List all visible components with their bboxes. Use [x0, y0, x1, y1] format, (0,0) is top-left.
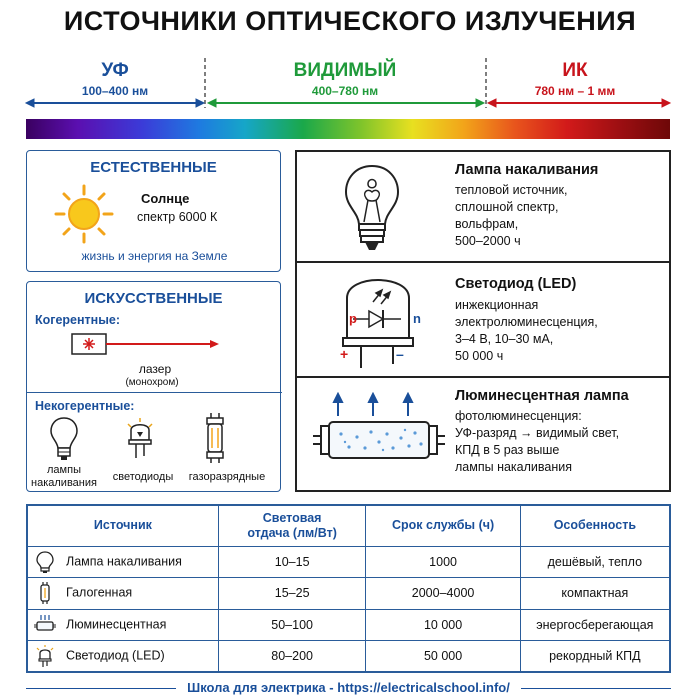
bulb-icon: [49, 416, 79, 462]
row-source: [27, 546, 218, 578]
row-source: [27, 609, 218, 641]
natural-caption: жизнь и энергия на Земле: [81, 249, 228, 263]
incandescent-bulb-icon: [342, 162, 402, 254]
device-divider-1: [297, 261, 669, 263]
table-row: [27, 641, 670, 673]
row-efficacy: 15–25: [218, 578, 366, 610]
range-uv-value: 100–400 нм: [81, 84, 149, 98]
row-efficacy: 80–200: [218, 641, 366, 673]
comparison-table: [26, 504, 671, 673]
tube-icon: [34, 614, 56, 636]
incandescent-desc: тепловой источник, сплошной спектр, вольфрам, 500–2000 ч: [455, 183, 568, 248]
table-row: [27, 546, 670, 578]
ir-arrow: [488, 99, 670, 107]
bulb-icon: [34, 551, 56, 573]
halogen-icon: [34, 582, 56, 604]
artificial-panel: [26, 281, 281, 492]
spectrum-bar: [26, 119, 670, 139]
range-uv-name: УФ: [101, 60, 129, 81]
header-efficacy-text: Световая отдача (лм/Вт): [247, 510, 337, 540]
row-feature: энергосберегающая: [520, 609, 670, 641]
led-small-icon: [125, 418, 155, 460]
range-ir-value: 780 нм – 1 мм: [534, 84, 616, 98]
incandescent-label: лампы накаливания: [31, 464, 97, 489]
row-feature: дешёвый, тепло: [520, 546, 670, 578]
uv-arrow: [26, 99, 204, 107]
laser-icon: [71, 332, 221, 358]
range-ir-name: ИК: [562, 60, 588, 81]
sun-icon: [49, 183, 119, 245]
led-label: светодиоды: [112, 471, 174, 483]
header-lifetime: Срок службы (ч): [366, 505, 520, 546]
visible-arrow: [208, 99, 484, 107]
range-visible-name: ВИДИМЫЙ: [293, 60, 397, 81]
row-lifetime: 50 000: [366, 641, 520, 673]
row-source-label: Галогенная: [66, 585, 133, 600]
led-desc: инжекционная электролюминесценция, 3–4 В, 10–30 мА, 50 000 ч: [455, 298, 598, 363]
led-p-label: p: [349, 311, 357, 326]
row-lifetime: 2000–4000: [366, 578, 520, 610]
artificial-divider: [27, 392, 282, 393]
header-feature: Особенность: [520, 505, 670, 546]
led-plus-label: +: [340, 346, 349, 362]
laser-label: лазер: [138, 362, 172, 376]
gas-discharge-label: газоразрядные: [188, 471, 266, 483]
table-row: [27, 609, 670, 641]
row-source-label: Люминесцентная: [66, 617, 167, 632]
fluorescent-desc: фотолюминесценция: УФ-разряд → видимый свет, КПД в 5 раз выше лампы накаливания: [455, 409, 620, 474]
fluorescent-title: Люминесцентная лампа: [455, 388, 629, 404]
sun-name: Солнце: [141, 191, 190, 206]
header-efficacy: [218, 505, 366, 546]
devices-panel: [295, 150, 671, 492]
natural-panel: [26, 150, 281, 272]
header-source: Источник: [27, 505, 218, 546]
device-divider-2: [297, 376, 669, 378]
natural-heading: ЕСТЕСТВЕННЫЕ: [90, 159, 217, 176]
led-icon: [34, 645, 56, 667]
led-n-label: n: [413, 311, 421, 326]
range-arrows: [0, 52, 700, 112]
row-efficacy: 10–15: [218, 546, 366, 578]
row-source: [27, 578, 218, 610]
range-visible-value: 400–780 нм: [311, 84, 379, 98]
row-feature: рекордный КПД: [520, 641, 670, 673]
table-header-row: [27, 505, 670, 546]
sun-spectrum: спектр 6000 К: [137, 210, 218, 224]
row-lifetime: 10 000: [366, 609, 520, 641]
incandescent-title: Лампа накаливания: [455, 162, 599, 178]
incoherent-label: Некогерентные:: [35, 399, 135, 413]
row-source: [27, 641, 218, 673]
coherent-label: Когерентные:: [35, 313, 121, 327]
laser-sub-label: (монохром): [125, 377, 179, 388]
row-source-label: Лампа накаливания: [66, 554, 182, 569]
led-minus-label: –: [396, 346, 404, 362]
led-title: Светодиод (LED): [455, 276, 577, 292]
row-lifetime: 1000: [366, 546, 520, 578]
artificial-heading: ИСКУССТВЕННЫЕ: [84, 290, 223, 307]
footer-text: Школа для электрика - https://electricalschool.info/: [187, 680, 510, 695]
row-efficacy: 50–100: [218, 609, 366, 641]
table-row: [27, 578, 670, 610]
page-title: ИСТОЧНИКИ ОПТИЧЕСКОГО ИЗЛУЧЕНИЯ: [63, 6, 637, 36]
footer: [26, 678, 671, 698]
fluorescent-tube-icon: [311, 392, 451, 468]
row-feature: компактная: [520, 578, 670, 610]
row-source-label: Светодиод (LED): [66, 648, 165, 663]
gas-discharge-icon: [202, 412, 228, 464]
